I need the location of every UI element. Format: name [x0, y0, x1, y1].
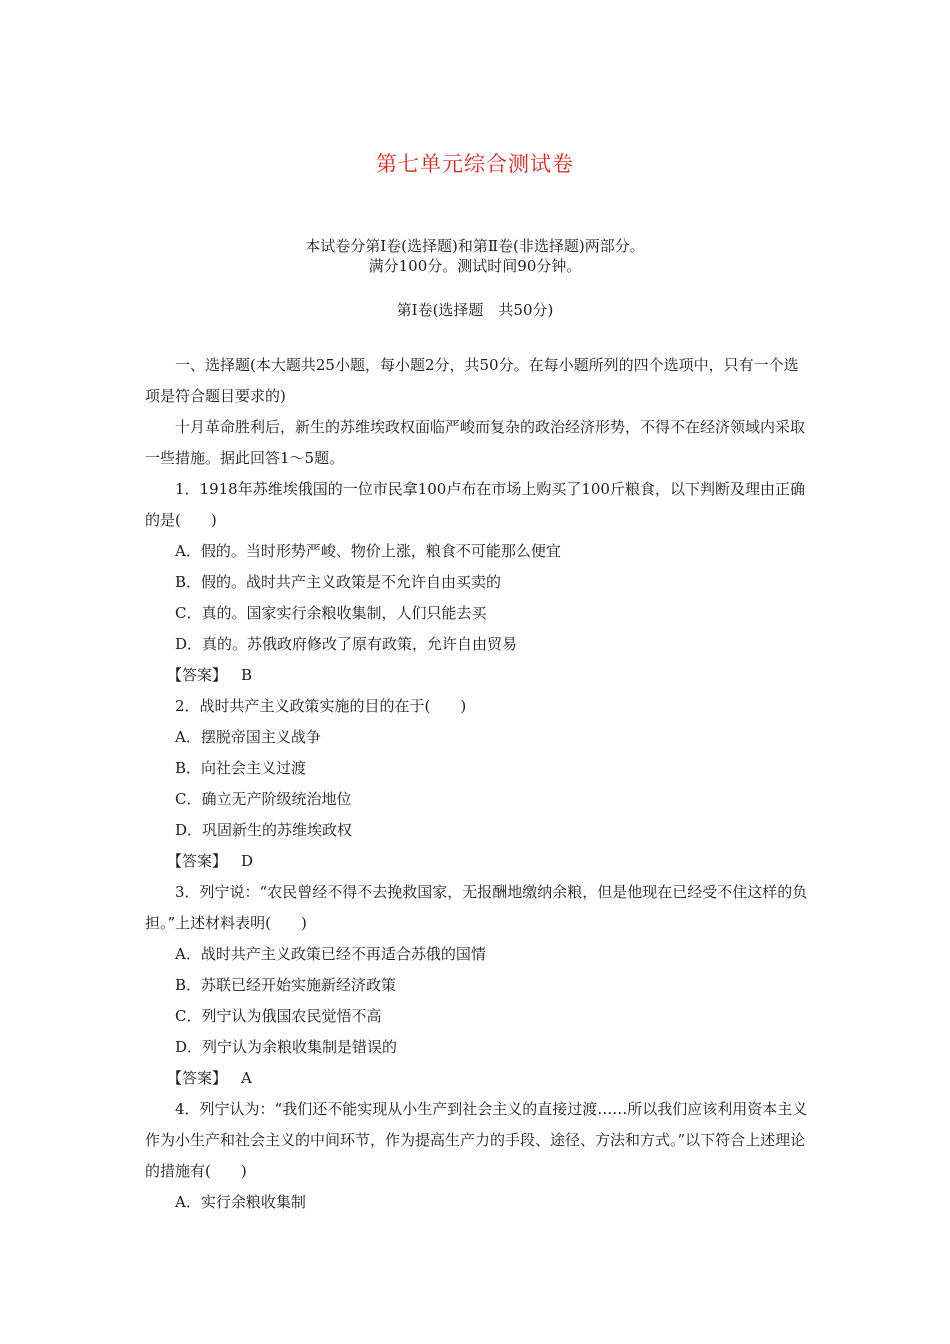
- option-c: C．列宁认为俄国农民觉悟不高: [175, 1007, 382, 1025]
- answer-value: B: [241, 666, 253, 684]
- option-b: B．假的。战时共产主义政策是不允许自由买卖的: [175, 573, 502, 591]
- option-b: B．苏联已经开始实施新经济政策: [175, 976, 397, 994]
- intro-line-2: 满分100分。测试时间90分钟。: [368, 257, 582, 275]
- section-instructions: 一、选择题(本大题共25小题，每小题2分，共50分。在每小题所列的四个选项中，只有一个选项是符合题目要求的): [145, 356, 799, 405]
- page-title: 第七单元综合测试卷: [376, 152, 574, 176]
- answer-label: 【答案】: [167, 852, 228, 870]
- answer-line: [145, 1063, 810, 1094]
- option-a: A．战时共产主义政策已经不再适合苏俄的国情: [175, 945, 486, 963]
- option-c: C．真的。国家实行余粮收集制，人们只能去买: [175, 604, 487, 622]
- option-a: A．摆脱帝国主义战争: [175, 728, 321, 746]
- option-a: A．假的。当时形势严峻、物价上涨，粮食不可能那么便宜: [175, 542, 561, 560]
- option-b: B．向社会主义过渡: [175, 759, 307, 777]
- question-1: [145, 474, 810, 691]
- question-stem: 1．1918年苏维埃俄国的一位市民拿100卢布在市场上购买了100斤粮食，以下判断及理由正确的是( ): [145, 480, 805, 529]
- question-context: 十月革命胜利后，新生的苏维埃政权面临严峻而复杂的政治经济形势，不得不在经济领域内采取一些措施。据此回答1～5题。: [145, 418, 806, 467]
- question-4: [145, 1094, 810, 1218]
- answer-value: A: [241, 1069, 252, 1087]
- answer-label: 【答案】: [167, 1069, 228, 1087]
- option-a: A．实行余粮收集制: [175, 1193, 306, 1211]
- answer-label: 【答案】: [167, 666, 228, 684]
- intro-line-1: 本试卷分第Ⅰ卷(选择题)和第Ⅱ卷(非选择题)两部分。: [305, 237, 645, 255]
- option-d: D．真的。苏俄政府修改了原有政策，允许自由贸易: [175, 635, 518, 653]
- question-stem: 2．战时共产主义政策实施的目的在于( ): [175, 697, 467, 715]
- question-2: [145, 691, 810, 877]
- question-stem: 4．列宁认为：“我们还不能实现从小生产到社会主义的直接过渡……所以我们应该利用资本主义作为小生产和社会主义的中间环节，作为提高生产力的手段、途径、方法和方式。”以下符合上述理论的措施有( ): [145, 1100, 808, 1180]
- question-3: [145, 877, 810, 1094]
- question-stem: 3．列宁说：“农民曾经不得不去挽救国家，无报酬地缴纳余粮，但是他现在已经受不住这样的负担。”上述材料表明( ): [145, 883, 808, 932]
- option-c: C．确立无产阶级统治地位: [175, 790, 352, 808]
- part-one-heading: 第Ⅰ卷(选择题 共50分): [396, 301, 554, 319]
- answer-value: D: [241, 852, 254, 870]
- answer-line: [145, 846, 810, 877]
- option-d: D．列宁认为余粮收集制是错误的: [175, 1038, 398, 1056]
- question-body: [145, 350, 810, 1218]
- answer-line: [145, 660, 810, 691]
- option-d: D．巩固新生的苏维埃政权: [175, 821, 353, 839]
